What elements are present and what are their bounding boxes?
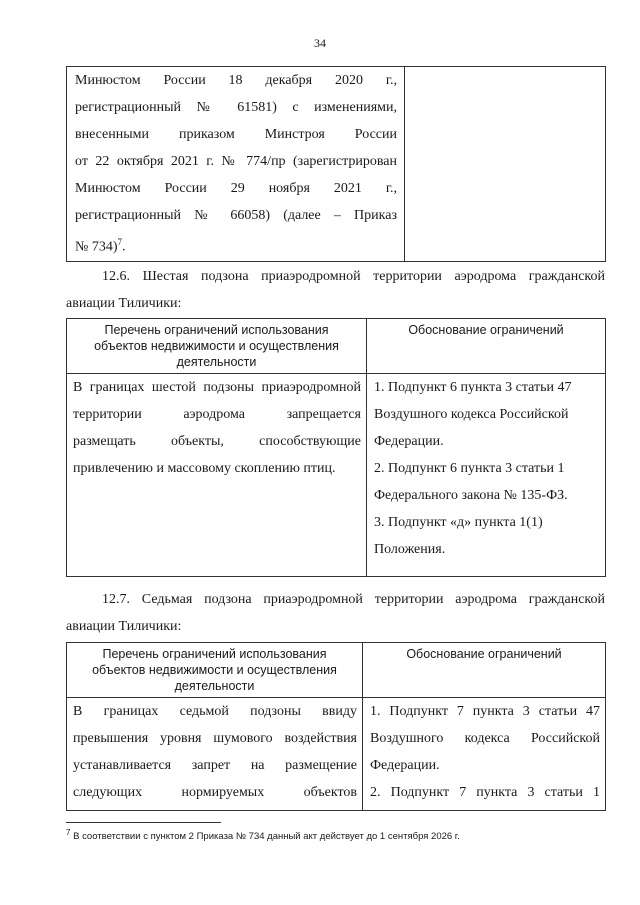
t127-right-line-4: 2. Подпункт 7 пункта 3 статьи 1 — [370, 785, 600, 800]
t127-left-line-1: В границах седьмой подзоны ввиду — [73, 704, 357, 719]
top-line-4: от 22 октября 2021 г. № 774/пр (зарегистрирован — [75, 154, 397, 169]
table-12-6-header-right-text: Обоснование ограничений — [408, 323, 564, 337]
t126-right-line-4: 2. Подпункт 6 пункта 3 статьи 1 — [374, 461, 565, 476]
section-12-6-line1: 12.6. Шестая подзона приаэродромной территории аэродрома гражданской — [102, 269, 605, 284]
table-12-6-header-left-text: Перечень ограничений использования объектов недвижимости и осуществления деятельности — [94, 323, 339, 369]
table-12-7-header-left — [67, 643, 363, 698]
section-12-7-line2: авиации Тиличики: — [66, 619, 182, 634]
section-12-6-line2: авиации Тиличики: — [66, 296, 182, 311]
t126-right-line-5: Федерального закона № 135-ФЗ. — [374, 488, 568, 503]
section-12-6-table — [66, 318, 606, 577]
table-12-6-right-cell — [367, 374, 606, 577]
t127-left-line-3: устанавливается запрет на размещение — [73, 758, 357, 773]
t127-right-line-3: Федерации. — [370, 758, 440, 773]
section-12-7-paragraph — [66, 586, 605, 640]
top-table-right-cell — [405, 67, 606, 262]
t126-right-line-7: Положения. — [374, 542, 446, 557]
footnote-text: В соответствии с пунктом 2 Приказа № 734 данный акт действует до 1 сентября 2026 г. — [73, 831, 460, 843]
page-number: 34 — [314, 36, 326, 50]
table-12-7-right-cell — [363, 698, 606, 811]
top-line-6: регистрационный № 66058) (далее – Приказ — [75, 208, 397, 223]
t126-left-line-3: размещать объекты, способствующие — [73, 434, 361, 449]
footnote — [66, 828, 460, 842]
section-12-6-paragraph — [66, 263, 605, 317]
t126-left-line-2: территории аэродрома запрещается — [73, 407, 361, 422]
footnote-ref-7: 7 — [117, 237, 123, 247]
table-12-7-header-right-text: Обоснование ограничений — [406, 647, 562, 661]
table-12-7-header-left-text: Перечень ограничений использования объектов недвижимости и осуществления деятельности — [92, 647, 337, 693]
t126-right-line-2: Воздушного кодекса Российской — [374, 407, 569, 422]
table-12-6-header-left — [67, 319, 367, 374]
table-12-6-header-right — [367, 319, 606, 374]
table-12-7-left-cell — [67, 698, 363, 811]
top-line-7-text: № 734) — [75, 239, 118, 255]
top-line-7-end: . — [122, 239, 126, 255]
table-12-6-left-cell — [67, 374, 367, 577]
section-12-7-line1: 12.7. Седьмая подзона приаэродромной территории аэродрома гражданской — [102, 592, 605, 607]
t126-right-line-1: 1. Подпункт 6 пункта 3 статьи 47 — [374, 380, 572, 395]
section-12-7-table — [66, 642, 606, 811]
top-table — [66, 66, 606, 262]
top-line-2: регистрационный № 61581) с изменениями, — [75, 100, 397, 115]
t127-right-line-2: Воздушного кодекса Российской — [370, 731, 600, 746]
top-line-7 — [75, 229, 397, 261]
footnote-marker: 7 — [66, 828, 71, 837]
top-line-3: внесенными приказом Минстроя России — [75, 127, 397, 142]
footnote-separator — [66, 822, 221, 823]
t126-right-line-6: 3. Подпункт «д» пункта 1(1) — [374, 515, 543, 530]
top-line-5: Минюстом России 29 ноября 2021 г., — [75, 181, 397, 196]
t126-right-line-3: Федерации. — [374, 434, 444, 449]
table-12-7-header-right — [363, 643, 606, 698]
top-table-left-cell — [67, 67, 405, 262]
t127-left-line-2: превышения уровня шумового воздействия — [73, 731, 357, 746]
t127-right-line-1: 1. Подпункт 7 пункта 3 статьи 47 — [370, 704, 600, 719]
t127-left-line-4: следующих нормируемых объектов — [73, 785, 357, 800]
t126-left-line-4: привлечению и массовому скоплению птиц. — [73, 461, 336, 476]
top-line-1: Минюстом России 18 декабря 2020 г., — [75, 73, 397, 88]
t126-left-line-1: В границах шестой подзоны приаэродромной — [73, 380, 361, 395]
